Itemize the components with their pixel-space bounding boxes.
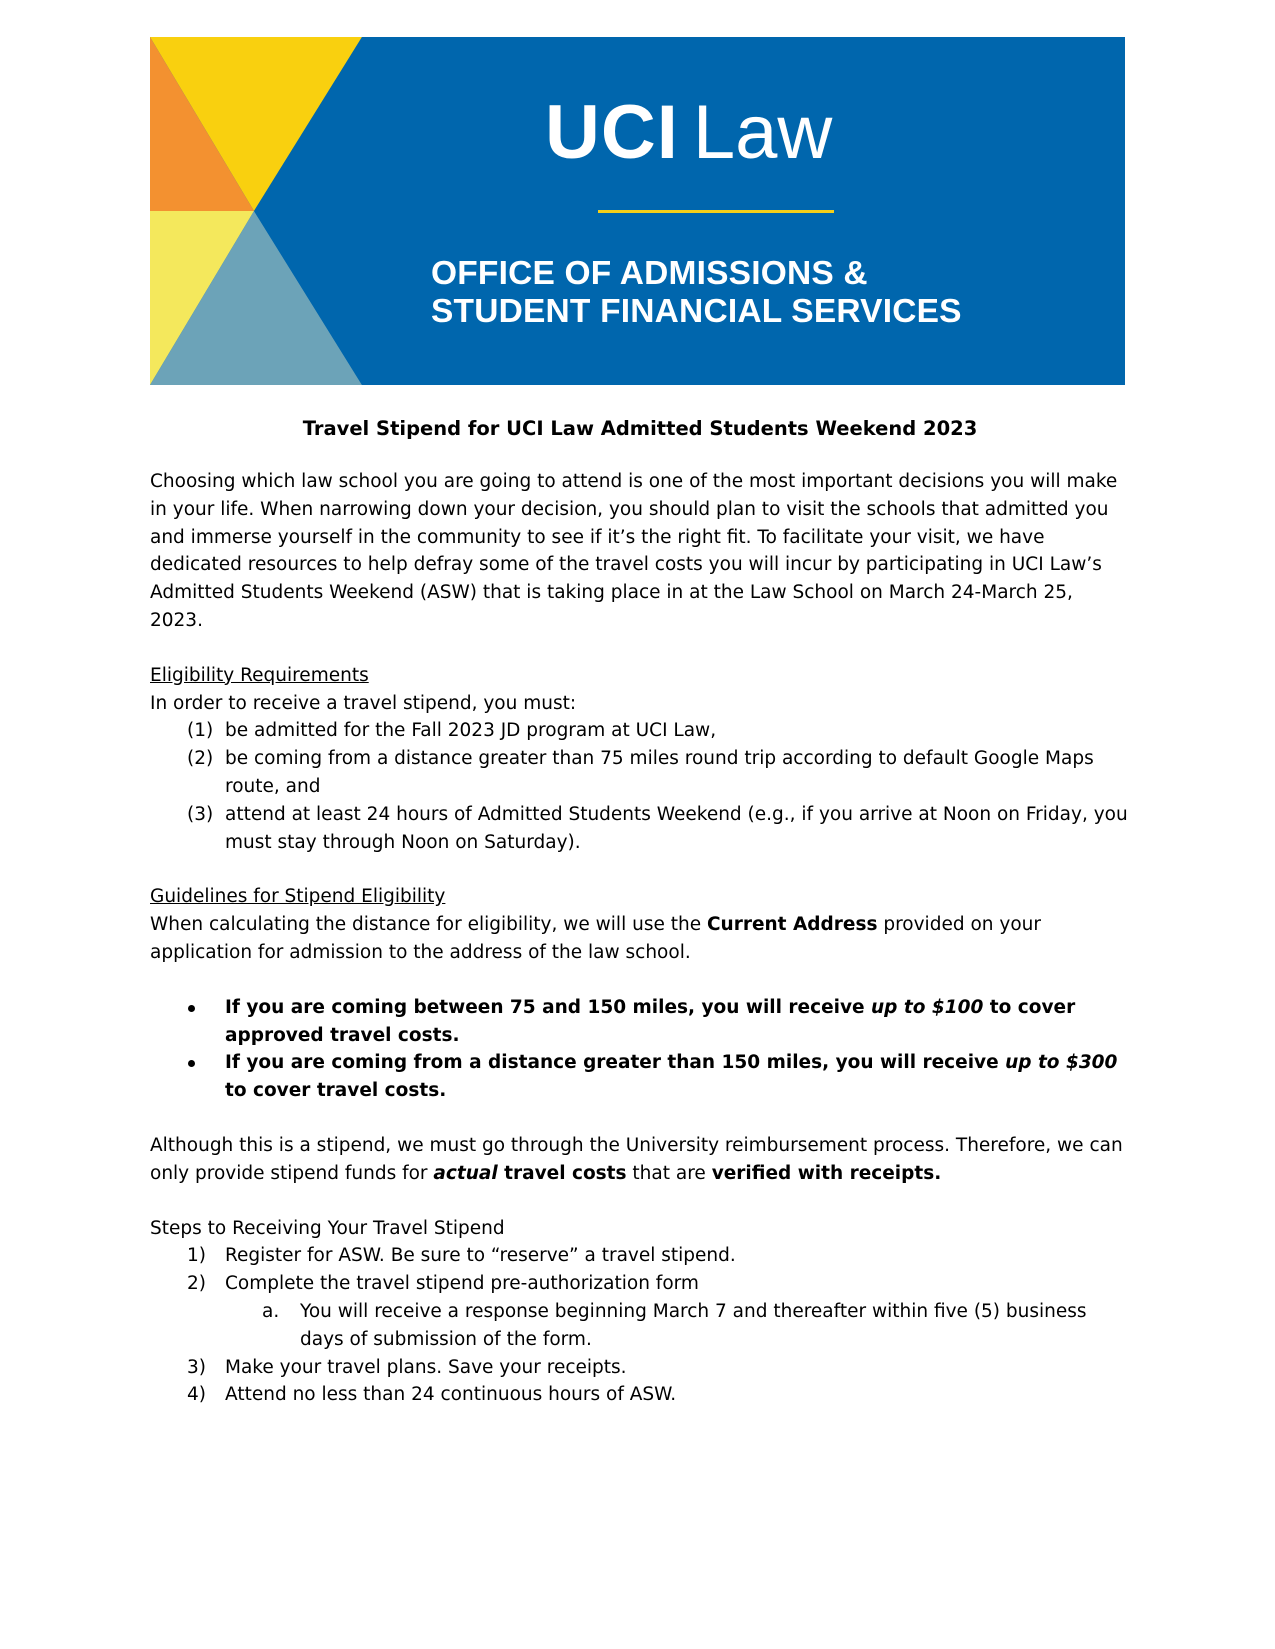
list-item-text: You will receive a response beginning March 7 and thereafter within five (5) business days of submission of the form. — [300, 1300, 1087, 1350]
office-line-2: STUDENT FINANCIAL SERVICES — [431, 293, 962, 330]
guidelines-text-after: provided on your application for admission to the address of the law school. — [150, 914, 1041, 963]
office-name — [431, 255, 962, 331]
list-marker: 2) — [187, 1273, 206, 1295]
list-item-text: attend at least 24 hours of Admitted Students Weekend (e.g., if you arrive at Noon on Friday, you must stay through Noon on Saturday). — [225, 803, 1128, 853]
banner-divider — [598, 210, 834, 213]
reimbursement-paragraph — [150, 1132, 1130, 1188]
reimbursement-travel-costs: travel costs — [497, 1162, 627, 1184]
steps-list — [150, 1242, 1130, 1298]
header-banner — [150, 37, 1125, 385]
list-item — [150, 1270, 1130, 1298]
intro-paragraph: Choosing which law school you are going to attend is one of the most important decisions you will make in your life. When narrowing down your decision, you should plan to visit the schools that admitted you and immerse yourself in the community to see if it’s the right fit. To facilitate your visit, we have dedicated resources to help defray some of the travel costs you will incur by participating in UCI Law’s Admitted Students Weekend (ASW) that is taking place in at the Law School on March 24-March 25, 2023. — [150, 471, 1118, 631]
list-item-text: Make your travel plans. Save your receipts. — [225, 1356, 627, 1378]
steps-list-continued — [150, 1354, 1130, 1410]
reimbursement-verified: verified with receipts. — [711, 1162, 942, 1184]
list-item — [150, 1354, 1130, 1382]
guidelines-paragraph — [150, 911, 1130, 967]
eligibility-lead: In order to receive a travel stipend, you must: — [150, 692, 577, 714]
list-marker: (3) — [187, 803, 214, 825]
guidelines-heading: Guidelines for Stipend Eligibility — [150, 886, 446, 908]
list-item-text: Register for ASW. Be sure to “reserve” a travel stipend. — [225, 1245, 736, 1267]
list-marker: 4) — [187, 1384, 206, 1406]
reimbursement-middle: that are — [626, 1162, 712, 1184]
list-item — [150, 745, 1130, 801]
guidelines-current-address: Current Address — [706, 914, 878, 936]
list-marker: 3) — [187, 1356, 206, 1378]
reimbursement-actual: actual — [433, 1162, 498, 1184]
list-item — [150, 994, 1130, 1050]
bullet-text: If you are coming from a distance greater than 150 miles, you will receive — [225, 1052, 1006, 1074]
list-marker: 1) — [187, 1245, 206, 1267]
guidelines-section — [150, 883, 1130, 1105]
bullet-amount: up to $100 — [871, 996, 984, 1018]
eligibility-heading: Eligibility Requirements — [150, 664, 369, 686]
list-item — [150, 1298, 1130, 1354]
document-title: Travel Stipend for UCI Law Admitted Students Weekend 2023 — [302, 417, 978, 440]
stipend-amount-list — [150, 994, 1130, 1105]
bullet-text: If you are coming between 75 and 150 miles, you will receive — [225, 996, 872, 1018]
document-body — [150, 415, 1130, 1409]
steps-sublist — [150, 1298, 1130, 1354]
guidelines-text-before: When calculating the distance for eligibility, we will use the — [150, 914, 707, 936]
list-marker: (1) — [187, 720, 214, 742]
logo-uci: UCI — [545, 90, 679, 175]
steps-heading: Steps to Receiving Your Travel Stipend — [150, 1217, 505, 1239]
eligibility-list — [150, 717, 1130, 856]
reimbursement-text: Although this is a stipend, we must go through the University reimbursement process. Therefore, we can only provide stipend funds for — [150, 1134, 1123, 1184]
bullet-text-end: to cover travel costs. — [225, 1080, 447, 1102]
list-marker: a. — [262, 1300, 280, 1322]
bullet-amount: up to $300 — [1005, 1052, 1118, 1074]
bullet-icon — [188, 1005, 195, 1012]
bullet-icon — [188, 1060, 195, 1067]
logo-law: Law — [692, 90, 833, 175]
list-item — [150, 1381, 1130, 1409]
list-item — [150, 801, 1130, 857]
list-item-text: Attend no less than 24 continuous hours of ASW. — [225, 1384, 677, 1406]
office-line-1: OFFICE OF ADMISSIONS & — [431, 255, 868, 292]
list-marker: (2) — [187, 748, 214, 770]
bullet-text-end: to cover approved travel costs. — [225, 996, 1076, 1046]
steps-section — [150, 1215, 1130, 1410]
list-item — [150, 717, 1130, 745]
list-item-text: be coming from a distance greater than 75 miles round trip according to default Google Maps route, and — [225, 748, 1094, 797]
list-item-text: Complete the travel stipend pre-authorization form — [225, 1273, 699, 1295]
list-item — [150, 1242, 1130, 1270]
eligibility-section — [150, 662, 1130, 857]
uci-law-logo — [545, 90, 833, 175]
list-item-text: be admitted for the Fall 2023 JD program at UCI Law, — [225, 720, 717, 742]
list-item — [150, 1049, 1130, 1105]
